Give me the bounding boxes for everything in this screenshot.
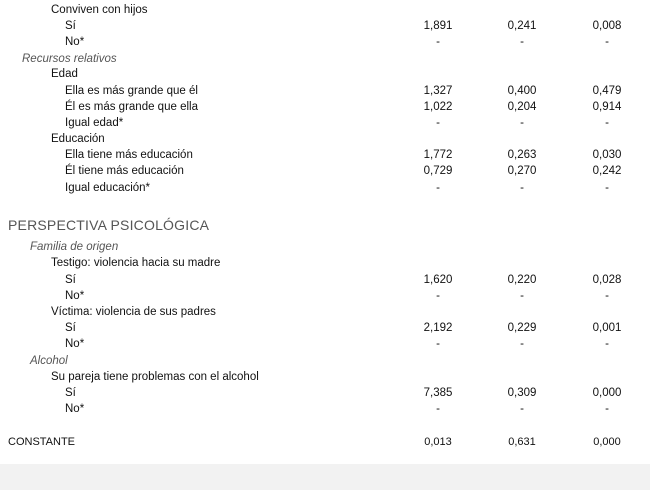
table-row [0, 320, 650, 336]
value-cell: - [520, 117, 524, 129]
row-label: Sí [65, 387, 76, 399]
value-cell: 0,013 [424, 436, 452, 448]
row-label: No* [65, 290, 85, 302]
category-label: Familia de origen [30, 241, 119, 253]
value-cell: 1,620 [423, 274, 453, 286]
value-cell: 0,229 [507, 322, 537, 334]
value-cell: 0,263 [507, 149, 537, 161]
value-cell: - [436, 36, 440, 48]
table-row [0, 163, 650, 179]
row-label: Educación [51, 133, 105, 145]
table-row [0, 147, 650, 163]
table-row [0, 336, 650, 352]
row-label: Sí [65, 274, 76, 286]
table-row [0, 115, 650, 131]
value-cell: 0,220 [507, 274, 537, 286]
table-row [0, 255, 650, 271]
row-label: Su pareja tiene problemas con el alcohol [51, 371, 259, 383]
value-cell: 2,192 [423, 322, 453, 334]
value-cell: 0,000 [593, 436, 621, 448]
category-label: Recursos relativos [22, 53, 117, 65]
table-row [0, 288, 650, 304]
value-cell: - [520, 182, 524, 194]
value-cell: - [436, 182, 440, 194]
row-label: Igual edad* [65, 117, 124, 129]
value-cell: 0,309 [507, 387, 537, 399]
table-row [0, 2, 650, 18]
footer-band [0, 464, 650, 490]
table-row [0, 239, 650, 255]
value-cell: 0,479 [592, 85, 622, 97]
value-cell: - [605, 290, 609, 302]
row-label: Edad [51, 68, 78, 80]
row-label: Ella tiene más educación [65, 149, 193, 161]
value-cell: 0,204 [507, 101, 537, 113]
table-row [0, 385, 650, 401]
value-cell: - [436, 117, 440, 129]
value-cell: 7,385 [423, 387, 453, 399]
table-row [0, 180, 650, 196]
value-cell: 0,242 [592, 165, 622, 177]
row-label: Testigo: violencia hacia su madre [51, 257, 221, 269]
table-row [0, 99, 650, 115]
value-cell: 0,001 [592, 322, 622, 334]
row-label: No* [65, 403, 85, 415]
value-cell: 0,241 [507, 20, 537, 32]
row-label: Ella es más grande que él [65, 85, 198, 97]
table-row [0, 217, 650, 237]
value-cell: 0,000 [592, 387, 622, 399]
value-cell: 0,631 [508, 436, 536, 448]
value-cell: - [520, 403, 524, 415]
constant-label: CONSTANTE [8, 436, 76, 448]
table-row [0, 369, 650, 385]
table-row [0, 83, 650, 99]
table-row [0, 353, 650, 369]
value-cell: 0,914 [592, 101, 622, 113]
value-cell: 0,030 [592, 149, 622, 161]
value-cell: - [520, 338, 524, 350]
value-cell: 1,022 [423, 101, 453, 113]
value-cell: 0,008 [592, 20, 622, 32]
value-cell: 0,270 [507, 165, 537, 177]
row-label: Él es más grande que ella [65, 101, 198, 113]
value-cell: - [605, 403, 609, 415]
value-cell: 1,891 [423, 20, 453, 32]
value-cell: - [436, 290, 440, 302]
table-row [0, 18, 650, 34]
value-cell: - [605, 117, 609, 129]
value-cell: - [436, 403, 440, 415]
value-cell: - [605, 182, 609, 194]
value-cell: 0,729 [423, 165, 453, 177]
table-row [0, 304, 650, 320]
value-cell: 1,327 [423, 85, 453, 97]
row-label: Conviven con hijos [51, 4, 148, 16]
row-label: Él tiene más educación [65, 165, 184, 177]
value-cell: - [436, 338, 440, 350]
table-row [0, 434, 650, 450]
row-label: Sí [65, 20, 76, 32]
row-label: Sí [65, 322, 76, 334]
value-cell: - [605, 338, 609, 350]
table-row [0, 401, 650, 417]
row-label: Víctima: violencia de sus padres [51, 306, 216, 318]
value-cell: 0,028 [592, 274, 622, 286]
table-row [0, 131, 650, 147]
row-label: Igual educación* [65, 182, 151, 194]
section-heading: PERSPECTIVA PSICOLÓGICA [8, 217, 210, 233]
table-row [0, 34, 650, 50]
value-cell: 1,772 [423, 149, 453, 161]
table-row [0, 66, 650, 82]
row-label: No* [65, 338, 85, 350]
value-cell: - [520, 36, 524, 48]
value-cell: - [605, 36, 609, 48]
table-row [0, 51, 650, 67]
value-cell: 0,400 [507, 85, 537, 97]
table-row [0, 272, 650, 288]
value-cell: - [520, 290, 524, 302]
row-label: No* [65, 36, 85, 48]
category-label: Alcohol [30, 355, 68, 367]
